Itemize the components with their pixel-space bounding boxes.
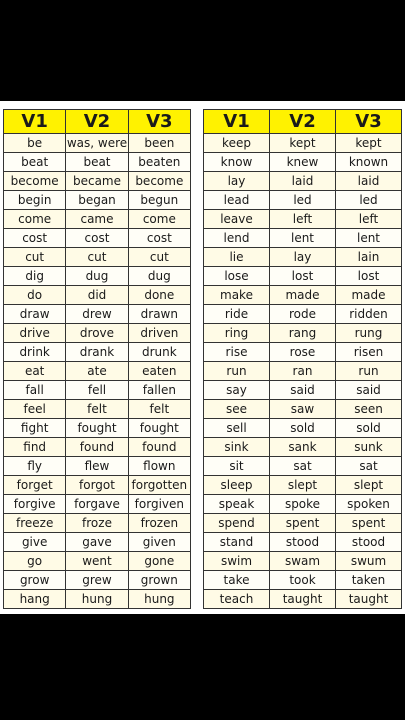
past-form-cell: saw (270, 400, 336, 419)
table-row (4, 153, 191, 172)
participle-form-cell: laid (336, 172, 402, 191)
table-row (204, 305, 402, 324)
past-form-cell: rose (270, 343, 336, 362)
verb-sheet (0, 101, 405, 614)
table-row (204, 476, 402, 495)
past-form-cell: sank (270, 438, 336, 457)
header-row (4, 110, 191, 134)
table-row (4, 400, 191, 419)
base-form-cell: drink (4, 343, 66, 362)
participle-form-cell: cost (128, 229, 190, 248)
table-row (204, 229, 402, 248)
participle-form-cell: fallen (128, 381, 190, 400)
verb-table-right (203, 109, 402, 609)
base-form-cell: hang (4, 590, 66, 609)
base-form-cell: do (4, 286, 66, 305)
participle-form-cell: beaten (128, 153, 190, 172)
base-form-cell: draw (4, 305, 66, 324)
base-form-cell: swim (204, 552, 270, 571)
header-v1: V1 (204, 110, 270, 134)
verb-table-right-body (204, 134, 402, 609)
participle-form-cell: drunk (128, 343, 190, 362)
past-form-cell: drew (66, 305, 128, 324)
table-row (204, 438, 402, 457)
table-row (204, 134, 402, 153)
past-form-cell: sat (270, 457, 336, 476)
past-form-cell: left (270, 210, 336, 229)
participle-form-cell: sold (336, 419, 402, 438)
table-row (4, 457, 191, 476)
base-form-cell: dig (4, 267, 66, 286)
past-form-cell: fought (66, 419, 128, 438)
base-form-cell: teach (204, 590, 270, 609)
past-form-cell: went (66, 552, 128, 571)
participle-form-cell: sat (336, 457, 402, 476)
participle-form-cell: lent (336, 229, 402, 248)
past-form-cell: fell (66, 381, 128, 400)
table-row (4, 590, 191, 609)
past-form-cell: took (270, 571, 336, 590)
participle-form-cell: felt (128, 400, 190, 419)
base-form-cell: find (4, 438, 66, 457)
past-form-cell: became (66, 172, 128, 191)
table-row (4, 229, 191, 248)
base-form-cell: forget (4, 476, 66, 495)
base-form-cell: sink (204, 438, 270, 457)
base-form-cell: lead (204, 191, 270, 210)
base-form-cell: fight (4, 419, 66, 438)
past-form-cell: said (270, 381, 336, 400)
base-form-cell: beat (4, 153, 66, 172)
past-form-cell: found (66, 438, 128, 457)
table-row (204, 343, 402, 362)
past-form-cell: began (66, 191, 128, 210)
past-form-cell: cut (66, 248, 128, 267)
table-row (4, 324, 191, 343)
participle-form-cell: slept (336, 476, 402, 495)
base-form-cell: keep (204, 134, 270, 153)
participle-form-cell: lain (336, 248, 402, 267)
participle-form-cell: frozen (128, 514, 190, 533)
base-form-cell: become (4, 172, 66, 191)
past-form-cell: lent (270, 229, 336, 248)
past-form-cell: stood (270, 533, 336, 552)
participle-form-cell: said (336, 381, 402, 400)
past-form-cell: spent (270, 514, 336, 533)
participle-form-cell: risen (336, 343, 402, 362)
table-row (204, 172, 402, 191)
participle-form-cell: made (336, 286, 402, 305)
participle-form-cell: left (336, 210, 402, 229)
base-form-cell: know (204, 153, 270, 172)
table-row (204, 419, 402, 438)
base-form-cell: rise (204, 343, 270, 362)
table-row (204, 210, 402, 229)
participle-form-cell: spoken (336, 495, 402, 514)
header-v3: V3 (128, 110, 190, 134)
past-form-cell: did (66, 286, 128, 305)
table-row (204, 362, 402, 381)
header-v3: V3 (336, 110, 402, 134)
table-row (4, 533, 191, 552)
verb-table-left-body (4, 134, 191, 609)
base-form-cell: see (204, 400, 270, 419)
base-form-cell: speak (204, 495, 270, 514)
table-row (204, 571, 402, 590)
base-form-cell: ride (204, 305, 270, 324)
table-row (4, 134, 191, 153)
participle-form-cell: known (336, 153, 402, 172)
base-form-cell: be (4, 134, 66, 153)
past-form-cell: laid (270, 172, 336, 191)
table-row (204, 533, 402, 552)
participle-form-cell: seen (336, 400, 402, 419)
table-row (204, 495, 402, 514)
participle-form-cell: gone (128, 552, 190, 571)
header-v1: V1 (4, 110, 66, 134)
table-row (4, 248, 191, 267)
past-form-cell: drove (66, 324, 128, 343)
participle-form-cell: stood (336, 533, 402, 552)
past-form-cell: froze (66, 514, 128, 533)
base-form-cell: go (4, 552, 66, 571)
participle-form-cell: forgiven (128, 495, 190, 514)
past-form-cell: was, were (66, 134, 128, 153)
participle-form-cell: dug (128, 267, 190, 286)
participle-form-cell: driven (128, 324, 190, 343)
base-form-cell: grow (4, 571, 66, 590)
table-row (204, 191, 402, 210)
base-form-cell: cut (4, 248, 66, 267)
past-form-cell: swam (270, 552, 336, 571)
past-form-cell: flew (66, 457, 128, 476)
table-row (204, 590, 402, 609)
past-form-cell: drank (66, 343, 128, 362)
participle-form-cell: begun (128, 191, 190, 210)
past-form-cell: felt (66, 400, 128, 419)
base-form-cell: sleep (204, 476, 270, 495)
participle-form-cell: hung (128, 590, 190, 609)
verb-table-left (3, 109, 191, 609)
participle-form-cell: come (128, 210, 190, 229)
table-row (204, 267, 402, 286)
past-form-cell: made (270, 286, 336, 305)
base-form-cell: give (4, 533, 66, 552)
past-form-cell: led (270, 191, 336, 210)
table-row (4, 514, 191, 533)
past-form-cell: taught (270, 590, 336, 609)
participle-form-cell: given (128, 533, 190, 552)
table-row (4, 210, 191, 229)
past-form-cell: ran (270, 362, 336, 381)
past-form-cell: dug (66, 267, 128, 286)
participle-form-cell: lost (336, 267, 402, 286)
table-row (204, 286, 402, 305)
past-form-cell: rode (270, 305, 336, 324)
table-row (4, 381, 191, 400)
past-form-cell: came (66, 210, 128, 229)
participle-form-cell: eaten (128, 362, 190, 381)
base-form-cell: lose (204, 267, 270, 286)
table-row (4, 438, 191, 457)
base-form-cell: forgive (4, 495, 66, 514)
table-row (4, 191, 191, 210)
base-form-cell: fly (4, 457, 66, 476)
base-form-cell: fall (4, 381, 66, 400)
base-form-cell: cost (4, 229, 66, 248)
table-row (204, 457, 402, 476)
table-row (4, 362, 191, 381)
past-form-cell: grew (66, 571, 128, 590)
participle-form-cell: rung (336, 324, 402, 343)
participle-form-cell: taken (336, 571, 402, 590)
table-row (4, 571, 191, 590)
participle-form-cell: drawn (128, 305, 190, 324)
base-form-cell: sit (204, 457, 270, 476)
participle-form-cell: found (128, 438, 190, 457)
past-form-cell: slept (270, 476, 336, 495)
base-form-cell: stand (204, 533, 270, 552)
participle-form-cell: swum (336, 552, 402, 571)
participle-form-cell: sunk (336, 438, 402, 457)
base-form-cell: lie (204, 248, 270, 267)
past-form-cell: kept (270, 134, 336, 153)
table-row (4, 305, 191, 324)
participle-form-cell: grown (128, 571, 190, 590)
base-form-cell: come (4, 210, 66, 229)
table-row (4, 172, 191, 191)
past-form-cell: hung (66, 590, 128, 609)
base-form-cell: lend (204, 229, 270, 248)
base-form-cell: drive (4, 324, 66, 343)
base-form-cell: eat (4, 362, 66, 381)
base-form-cell: take (204, 571, 270, 590)
header-v2: V2 (66, 110, 128, 134)
base-form-cell: freeze (4, 514, 66, 533)
participle-form-cell: flown (128, 457, 190, 476)
past-form-cell: forgot (66, 476, 128, 495)
past-form-cell: forgave (66, 495, 128, 514)
table-row (204, 514, 402, 533)
participle-form-cell: become (128, 172, 190, 191)
participle-form-cell: taught (336, 590, 402, 609)
base-form-cell: leave (204, 210, 270, 229)
base-form-cell: begin (4, 191, 66, 210)
header-v2: V2 (270, 110, 336, 134)
table-row (204, 552, 402, 571)
base-form-cell: spend (204, 514, 270, 533)
past-form-cell: spoke (270, 495, 336, 514)
table-row (204, 381, 402, 400)
table-row (204, 248, 402, 267)
header-row (204, 110, 402, 134)
past-form-cell: ate (66, 362, 128, 381)
base-form-cell: make (204, 286, 270, 305)
past-form-cell: rang (270, 324, 336, 343)
table-row (4, 286, 191, 305)
participle-form-cell: cut (128, 248, 190, 267)
table-row (204, 153, 402, 172)
table-row (4, 267, 191, 286)
base-form-cell: say (204, 381, 270, 400)
table-row (204, 400, 402, 419)
past-form-cell: sold (270, 419, 336, 438)
participle-form-cell: spent (336, 514, 402, 533)
table-row (4, 552, 191, 571)
past-form-cell: beat (66, 153, 128, 172)
table-row (4, 495, 191, 514)
participle-form-cell: run (336, 362, 402, 381)
table-row (4, 476, 191, 495)
participle-form-cell: fought (128, 419, 190, 438)
participle-form-cell: been (128, 134, 190, 153)
participle-form-cell: forgotten (128, 476, 190, 495)
past-form-cell: cost (66, 229, 128, 248)
table-row (4, 343, 191, 362)
base-form-cell: lay (204, 172, 270, 191)
past-form-cell: knew (270, 153, 336, 172)
table-row (4, 419, 191, 438)
base-form-cell: feel (4, 400, 66, 419)
base-form-cell: ring (204, 324, 270, 343)
base-form-cell: run (204, 362, 270, 381)
base-form-cell: sell (204, 419, 270, 438)
participle-form-cell: kept (336, 134, 402, 153)
past-form-cell: gave (66, 533, 128, 552)
past-form-cell: lost (270, 267, 336, 286)
participle-form-cell: ridden (336, 305, 402, 324)
participle-form-cell: done (128, 286, 190, 305)
participle-form-cell: led (336, 191, 402, 210)
table-row (204, 324, 402, 343)
past-form-cell: lay (270, 248, 336, 267)
